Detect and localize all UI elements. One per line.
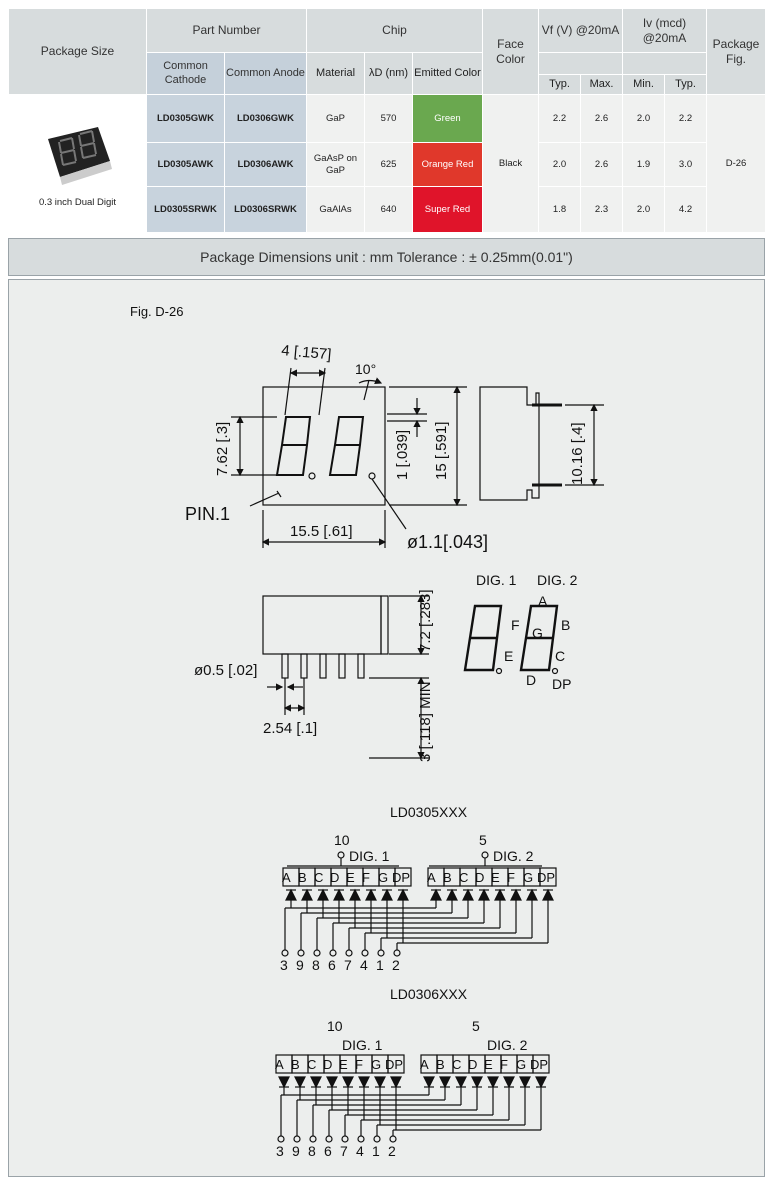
diode-icon (472, 1077, 482, 1087)
pin-number: 2 (392, 957, 400, 973)
seg-label-e: E (504, 648, 514, 664)
pin-number: 6 (328, 957, 336, 973)
table-row (9, 95, 766, 143)
segment-label: A (275, 1057, 284, 1072)
diode-icon (359, 1077, 369, 1087)
pin-number: 4 (360, 957, 368, 973)
diode-icon (543, 890, 553, 900)
segment-label: A (282, 870, 291, 885)
diode-icon (479, 890, 489, 900)
iv-typ: 2.2 (665, 95, 707, 143)
dim-pin-length: 3 [.118] MIN (417, 681, 434, 762)
circuit1-title: LD0305XXX (390, 804, 468, 820)
wavelength: 640 (365, 187, 413, 233)
pin-number: 3 (276, 1143, 284, 1159)
segment-label: B (443, 870, 452, 885)
circuit-ld0305-diodes (280, 868, 556, 973)
segment-label: B (291, 1057, 300, 1072)
diode-icon (536, 1077, 546, 1087)
header-common-anode: Common Anode (225, 53, 307, 95)
diode-icon (382, 890, 392, 900)
seg-label-a: A (538, 593, 548, 609)
package-fig: D-26 (707, 95, 766, 233)
pin-number: 9 (292, 1143, 300, 1159)
wavelength: 570 (365, 95, 413, 143)
vf-max: 2.6 (581, 95, 623, 143)
iv-min: 2.0 (623, 187, 665, 233)
dimension-drawing (9, 280, 766, 1178)
drawing-panel (8, 279, 765, 1177)
segment-label: G (516, 1057, 527, 1072)
anode-part: LD0306GWK (225, 95, 307, 143)
segment-label: E (339, 1057, 348, 1072)
pin-number: 1 (376, 957, 384, 973)
diode-icon (447, 890, 457, 900)
header-part-number: Part Number (147, 9, 307, 53)
dim-pin-diameter: ø0.5 [.02] (194, 662, 258, 679)
dig2-label: DIG. 2 (537, 572, 578, 588)
face-color: Black (483, 95, 539, 233)
segment-label: DP (530, 1057, 549, 1072)
header-common-cathode: Common Cathode (147, 53, 225, 95)
dim-width: 15.5 [.61] (290, 523, 353, 540)
header-iv: Iv (mcd) @20mA (623, 9, 707, 53)
segment-label: G (371, 1057, 382, 1072)
diode-icon (463, 890, 473, 900)
header-material: Material (307, 53, 365, 95)
vf-typ: 2.2 (539, 95, 581, 143)
segment-label: C (459, 870, 469, 885)
segment-label: DP (537, 870, 556, 885)
diode-icon (286, 890, 296, 900)
circuit2-common-pin2: 5 (472, 1018, 480, 1034)
emitted-color: Orange Red (413, 143, 483, 187)
segment-label: D (330, 870, 340, 885)
package-label: 0.3 inch Dual Digit (38, 196, 117, 208)
seg-label-g: G (532, 625, 543, 641)
segment-label: B (298, 870, 307, 885)
iv-min: 2.0 (623, 95, 665, 143)
pin-number: 1 (372, 1143, 380, 1159)
circuit1-dig2: DIG. 2 (493, 848, 534, 864)
segment-label: D (475, 870, 485, 885)
diode-icon (504, 1077, 514, 1087)
segment-label: C (307, 1057, 317, 1072)
segment-label: C (314, 870, 324, 885)
iv-min: 1.9 (623, 143, 665, 187)
pin-number: 4 (356, 1143, 364, 1159)
dim-depth: 10.16 [.4] (569, 422, 586, 485)
diode-icon (527, 890, 537, 900)
vf-max: 2.6 (581, 143, 623, 187)
cathode-part: LD0305GWK (147, 95, 225, 143)
package-image-cell (9, 95, 147, 233)
iv-typ: 3.0 (665, 143, 707, 187)
package-dimensions-banner: Package Dimensions unit : mm Tolerance : ± 0.25mm(0.01") (8, 238, 765, 276)
vf-typ: 1.8 (539, 187, 581, 233)
segment-label: C (452, 1057, 462, 1072)
dim-digit-height: 7.62 [.3] (214, 421, 231, 476)
diode-icon (318, 890, 328, 900)
vf-typ: 2.0 (539, 143, 581, 187)
diode-icon (424, 1077, 434, 1087)
anode-part: LD0306AWK (225, 143, 307, 187)
iv-typ: 4.2 (665, 187, 707, 233)
seg-label-b: B (561, 617, 571, 633)
vf-max: 2.3 (581, 187, 623, 233)
cathode-part: LD0305SRWK (147, 187, 225, 233)
segment-label: B (436, 1057, 445, 1072)
cathode-part: LD0305AWK (147, 143, 225, 187)
dig1-label: DIG. 1 (476, 572, 517, 588)
diode-icon (398, 890, 408, 900)
diode-icon (456, 1077, 466, 1087)
dim-angle: 10° (355, 361, 377, 377)
header-wavelength: λD (nm) (365, 53, 413, 95)
segment-label: F (355, 1057, 363, 1072)
wavelength: 625 (365, 143, 413, 187)
segment-label: E (346, 870, 355, 885)
segment-label: G (523, 870, 534, 885)
segment-label: F (500, 1057, 508, 1072)
diode-icon (488, 1077, 498, 1087)
pin-number: 7 (340, 1143, 348, 1159)
diode-icon (520, 1077, 530, 1087)
header-iv-typ: Typ. (665, 75, 707, 95)
circuit1-dig1: DIG. 1 (349, 848, 390, 864)
header-vf: Vf (V) @20mA (539, 9, 623, 53)
pin-number: 2 (388, 1143, 396, 1159)
dim-pin-pitch: 2.54 [.1] (263, 720, 318, 737)
emitted-color: Super Red (413, 187, 483, 233)
header-vf-max: Max. (581, 75, 623, 95)
pin-number: 3 (280, 957, 288, 973)
seg-label-f: F (511, 617, 520, 633)
header-chip: Chip (307, 9, 483, 53)
segment-label: E (484, 1057, 493, 1072)
seg-label-d: D (526, 672, 537, 688)
circuit2-title: LD0306XXX (390, 986, 468, 1002)
material: GaP (307, 95, 365, 143)
spec-table (8, 8, 766, 233)
seg-label-c: C (555, 648, 566, 664)
segment-label: F (362, 870, 370, 885)
circuit1-common-pin2: 5 (479, 832, 487, 848)
segment-label: A (427, 870, 436, 885)
dim-segment: 1 [.039] (394, 429, 411, 480)
header-package-fig: Package Fig. (707, 9, 766, 95)
circuit2-dig1: DIG. 1 (342, 1037, 383, 1053)
dim-pitch: 4 [.157] (280, 342, 332, 364)
diode-icon (431, 890, 441, 900)
diode-icon (350, 890, 360, 900)
material: GaAsP on GaP (307, 143, 365, 187)
pin-number: 9 (296, 957, 304, 973)
diode-icon (343, 1077, 353, 1087)
segment-label: DP (392, 870, 411, 885)
led-display-image (38, 119, 118, 189)
diode-icon (327, 1077, 337, 1087)
diode-icon (279, 1077, 289, 1087)
pin-number: 8 (312, 957, 320, 973)
segment-label: A (420, 1057, 429, 1072)
diode-icon (375, 1077, 385, 1087)
header-emitted-color: Emitted Color (413, 53, 483, 95)
diode-icon (366, 890, 376, 900)
circuit-ld0306-diodes (275, 1055, 549, 1159)
diode-icon (495, 890, 505, 900)
header-face-color: Face Color (483, 9, 539, 95)
header-vf-typ: Typ. (539, 75, 581, 95)
pin1-label: PIN.1 (185, 504, 231, 524)
circuit2-common-pin1: 10 (327, 1018, 343, 1034)
material: GaAlAs (307, 187, 365, 233)
diode-icon (511, 890, 521, 900)
segment-label: G (378, 870, 389, 885)
pin-number: 7 (344, 957, 352, 973)
dim-body-height: 7.2 [.283] (417, 589, 434, 652)
diode-icon (334, 890, 344, 900)
header-iv-min: Min. (623, 75, 665, 95)
circuit1-common-pin1: 10 (334, 832, 350, 848)
segment-label: DP (385, 1057, 404, 1072)
emitted-color: Green (413, 95, 483, 143)
diode-icon (391, 1077, 401, 1087)
diode-icon (440, 1077, 450, 1087)
dim-height: 15 [.591] (433, 421, 450, 480)
pin-number: 8 (308, 1143, 316, 1159)
segment-label: F (507, 870, 515, 885)
fig-label: Fig. D-26 (130, 304, 184, 319)
header-package-size: Package Size (9, 9, 147, 95)
diode-icon (311, 1077, 321, 1087)
segment-label: D (468, 1057, 478, 1072)
pin-number: 6 (324, 1143, 332, 1159)
dim-hole: ø1.1[.043] (407, 532, 489, 552)
diode-icon (295, 1077, 305, 1087)
segment-label: D (323, 1057, 333, 1072)
diode-icon (302, 890, 312, 900)
seg-label-dp: DP (552, 676, 572, 692)
circuit2-dig2: DIG. 2 (487, 1037, 528, 1053)
anode-part: LD0306SRWK (225, 187, 307, 233)
segment-label: E (491, 870, 500, 885)
